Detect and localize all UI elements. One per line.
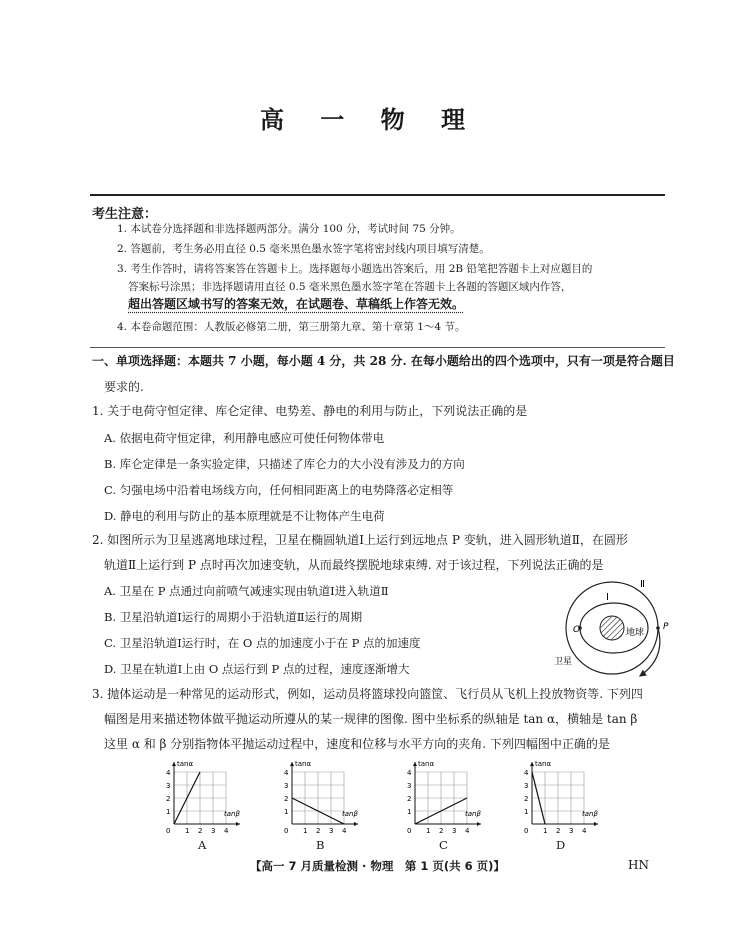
y-axis-arrow: [172, 762, 176, 766]
origin-label: 0: [407, 827, 412, 835]
notice-item-1: 1. 本试卷分选择题和非选择题两部分。满分 100 分，考试时间 75 分钟。: [117, 223, 461, 235]
y-tick-label: 2: [284, 795, 289, 803]
y-axis-arrow: [290, 762, 294, 766]
caption-b: B: [316, 838, 325, 852]
x-axis-label: tanβ: [582, 810, 598, 818]
y-axis-arrow: [413, 762, 417, 766]
graph-a: [160, 758, 255, 840]
notice-item-3-emphasis: 超出答题区域书写的答案无效，在试题卷、草稿纸上作答无效。: [128, 297, 465, 311]
x-axis-arrow: [236, 822, 240, 826]
x-tick-label: 4: [224, 827, 229, 835]
x-axis-label: tanβ: [342, 810, 358, 818]
x-tick-label: 3: [452, 827, 457, 835]
x-tick-label: 2: [439, 827, 444, 835]
x-tick-label: 1: [543, 827, 548, 835]
page-title: 高 一 物 理: [259, 105, 480, 134]
notice-item-3: 3. 考生作答时，请将答案答在答题卡上。选择题每小题选出答案后，用 2B 铅笔把答题卡上对应题目的: [117, 263, 593, 275]
x-axis-arrow: [354, 822, 358, 826]
y-tick-label: 1: [284, 808, 289, 816]
caption-c: C: [439, 838, 448, 852]
x-tick-label: 3: [569, 827, 574, 835]
q1-option-b: B. 库仑定律是一条实验定律，只描述了库仑力的大小没有涉及力的方向: [104, 457, 465, 471]
q2-option-b: B. 卫星沿轨道Ⅰ运行的周期小于沿轨道Ⅱ运行的周期: [104, 610, 363, 624]
graph-svg: [278, 758, 373, 836]
x-axis-arrow: [594, 822, 598, 826]
caption-a: A: [198, 838, 207, 852]
section-heading-cont: 要求的.: [104, 380, 144, 394]
origin-label: 0: [524, 827, 529, 835]
orbit-ii-label: Ⅱ: [640, 579, 645, 590]
y-tick-label: 1: [524, 808, 529, 816]
y-axis-label: tanα: [177, 760, 194, 768]
x-tick-label: 3: [211, 827, 216, 835]
x-axis-label: tanβ: [465, 810, 481, 818]
earth-label: 地球: [626, 628, 645, 638]
point-p-label: P: [663, 622, 669, 632]
x-tick-label: 2: [198, 827, 203, 835]
y-tick-label: 4: [524, 769, 529, 777]
corner-code: HN: [628, 858, 649, 872]
y-axis-label: tanα: [418, 760, 435, 768]
q2-option-c: C. 卫星沿轨道Ⅰ运行时，在 O 点的加速度小于在 P 点的加速度: [104, 636, 421, 650]
caption-d: D: [556, 838, 566, 852]
y-tick-label: 2: [166, 795, 171, 803]
notice-item-3-cont: 答案标号涂黑；非选择题请用直径 0.5 毫米黑色墨水签字笔在答题卡上各题的答题区域内作答，: [128, 281, 572, 293]
point-p-dot: [656, 626, 660, 630]
top-rule: [90, 194, 665, 196]
y-tick-label: 4: [407, 769, 412, 777]
q1-option-c: C. 匀强电场中沿着电场线方向，任何相同距离上的电势降落必定相等: [104, 483, 454, 497]
x-tick-label: 1: [303, 827, 308, 835]
q2-option-d: D. 卫星在轨道Ⅰ上由 O 点运行到 P 点的过程，速度逐渐增大: [104, 662, 410, 676]
graph-svg: [160, 758, 255, 836]
q2-stem-2: 轨道Ⅱ上运行到 P 点时再次加速变轨，从而最终摆脱地球束缚. 对于该过程，下列说法正确的是: [104, 558, 604, 572]
q1-option-a: A. 依据电荷守恒定律，利用静电感应可使任何物体带电: [104, 431, 385, 445]
y-tick-label: 3: [524, 782, 529, 790]
y-axis-label: tanα: [535, 760, 552, 768]
q2-option-a: A. 卫星在 P 点通过向前喷气减速实现由轨道Ⅰ进入轨道Ⅱ: [104, 584, 389, 598]
x-tick-label: 3: [329, 827, 334, 835]
page-footer: 【高一 7 月质量检测 · 物理 第 1 页(共 6 页)】: [250, 859, 505, 873]
orbit-i-label: Ⅰ: [606, 592, 609, 603]
y-tick-label: 3: [407, 782, 412, 790]
y-tick-label: 2: [524, 795, 529, 803]
x-axis-arrow: [477, 822, 481, 826]
q3-stem-3: 这里 α 和 β 分别指物体平抛运动过程中，速度和位移与水平方向的夹角. 下列四幅图中正确的是: [104, 737, 610, 751]
q2-stem-1: 2. 如图所示为卫星逃离地球过程，卫星在椭圆轨道Ⅰ上运行到远地点 P 变轨，进入圆形轨道Ⅱ，在圆形: [92, 533, 628, 547]
y-tick-label: 2: [407, 795, 412, 803]
orbit-diagram: [548, 578, 678, 678]
graph-b: [278, 758, 373, 840]
x-tick-label: 4: [582, 827, 587, 835]
notice-heading: 考生注意：: [92, 207, 158, 222]
satellite-label: 卫星: [554, 657, 573, 667]
graph-d: [518, 758, 613, 840]
q3-stem-2: 幅图是用来描述物体做平抛运动所遵从的某一规律的图像. 图中坐标系的纵轴是 tan α，横轴是 tan β: [104, 712, 638, 726]
graph-c: [401, 758, 496, 840]
x-axis-label: tanβ: [224, 810, 240, 818]
point-o-label: O: [573, 625, 581, 635]
y-tick-label: 4: [166, 769, 171, 777]
x-tick-label: 2: [316, 827, 321, 835]
x-tick-label: 1: [185, 827, 190, 835]
x-tick-label: 2: [556, 827, 561, 835]
notice-item-2: 2. 答题前，考生务必用直径 0.5 毫米黑色墨水签字笔将密封线内项目填写清楚。: [117, 243, 490, 255]
earth-shape: [600, 616, 624, 640]
origin-label: 0: [284, 827, 289, 835]
x-tick-label: 4: [342, 827, 347, 835]
section-heading: 一、单项选择题：本题共 7 小题，每小题 4 分，共 28 分. 在每小题给出的四个选项中，只有一项是符合题目: [92, 354, 675, 368]
notice-bottom-rule: [90, 347, 665, 348]
x-tick-label: 4: [465, 827, 470, 835]
y-tick-label: 1: [166, 808, 171, 816]
graph-svg: [518, 758, 613, 836]
x-tick-label: 1: [426, 827, 431, 835]
y-tick-label: 3: [166, 782, 171, 790]
notice-item-4: 4. 本卷命题范围：人教版必修第二册，第三册第九章、第十章第 1～4 节。: [117, 321, 466, 333]
y-tick-label: 1: [407, 808, 412, 816]
origin-label: 0: [166, 827, 171, 835]
y-axis-arrow: [530, 762, 534, 766]
q1-stem: 1. 关于电荷守恒定律、库仑定律、电势差、静电的利用与防止，下列说法正确的是: [92, 404, 528, 418]
q1-option-d: D. 静电的利用与防止的基本原理就是不让物体产生电荷: [104, 509, 385, 523]
y-tick-label: 3: [284, 782, 289, 790]
q3-stem-1: 3. 抛体运动是一种常见的运动形式，例如，运动员将篮球投向篮筐、飞行员从飞机上投放物资等. 下列四: [92, 687, 643, 701]
graph-svg: [401, 758, 496, 836]
y-tick-label: 4: [284, 769, 289, 777]
y-axis-label: tanα: [295, 760, 312, 768]
